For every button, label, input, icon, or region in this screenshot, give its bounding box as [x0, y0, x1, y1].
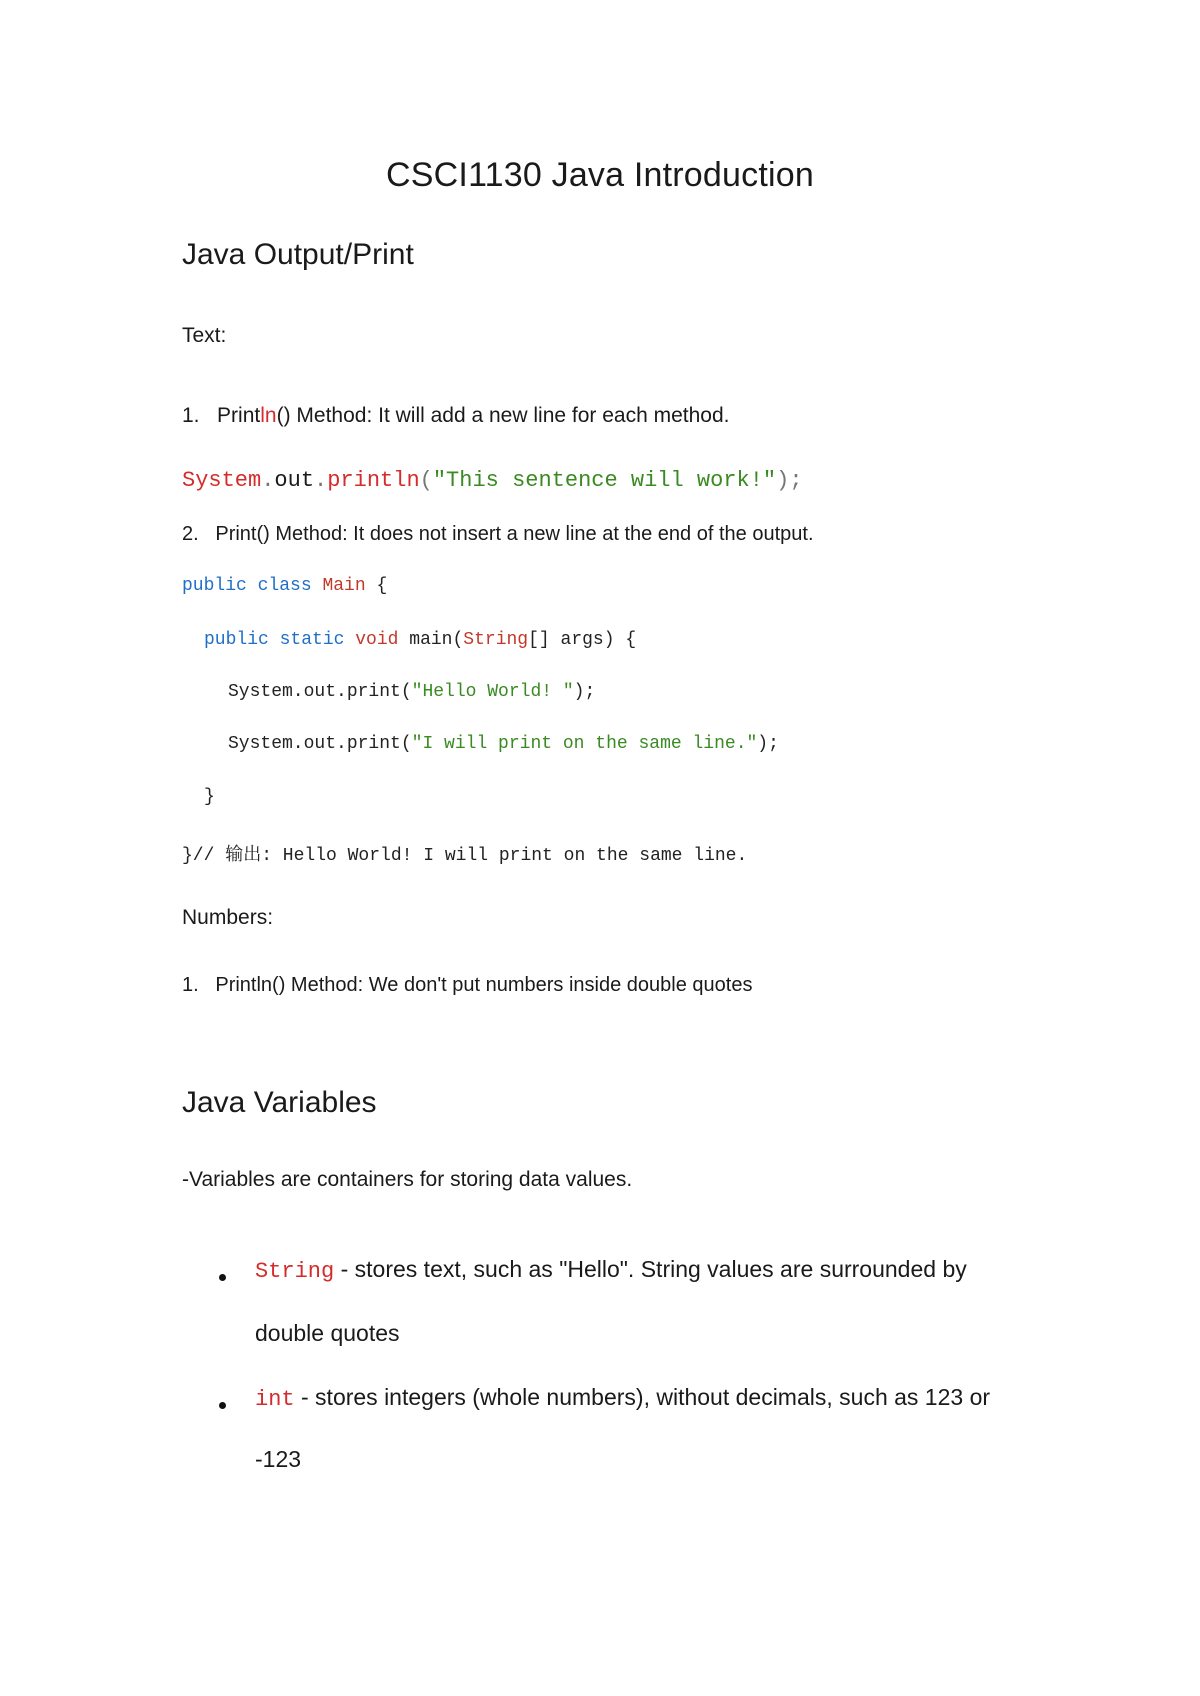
code-token: System.out.print(	[228, 734, 412, 754]
code-token: out	[274, 468, 315, 493]
variables-intro: -Variables are containers for storing data values.	[182, 1168, 633, 1191]
bullet-int-line-2: -123	[255, 1446, 302, 1472]
code-type: String	[255, 1259, 335, 1284]
bullet-int-line-1	[255, 1384, 990, 1412]
list-item-numbers	[182, 974, 752, 997]
bullet-text: - stores text, such as "Hello". String values are surrounded by	[334, 1256, 967, 1282]
code-token: .	[261, 468, 275, 493]
list-item-print	[182, 523, 814, 546]
code-line-6-output-comment: }// 输出: Hello World! I will print on the same line.	[182, 846, 748, 866]
bullet-icon	[219, 1402, 226, 1409]
code-token: println	[327, 468, 420, 493]
code-token: );	[757, 734, 779, 754]
page-title: CSCI1130 Java Introduction	[386, 156, 814, 194]
code-line-3	[228, 682, 595, 702]
code-token: [] args) {	[528, 630, 637, 650]
code-token: System	[182, 468, 262, 493]
bullet-text: - stores integers (whole numbers), without decimals, such as 123 or	[294, 1384, 991, 1410]
code-keyword: static	[279, 630, 345, 650]
code-token: {	[376, 576, 388, 596]
section-heading-variables: Java Variables	[182, 1086, 377, 1119]
numbers-label: Numbers:	[182, 906, 274, 929]
list-number: 1.	[182, 974, 199, 996]
code-keyword: public	[182, 576, 247, 596]
code-class-name: Main	[322, 576, 366, 596]
code-line-2	[204, 630, 636, 650]
list-item-println	[182, 404, 729, 428]
code-token: );	[776, 468, 803, 493]
bullet-string-line-1	[255, 1256, 967, 1284]
code-keyword: class	[257, 576, 312, 596]
section-heading-output: Java Output/Print	[182, 238, 414, 271]
method-prefix: Print	[217, 404, 261, 427]
text-label: Text:	[182, 324, 227, 347]
code-keyword: public	[204, 630, 269, 650]
list-text: Print() Method: It does not insert a new line at the end of the output.	[215, 523, 814, 545]
method-highlight: ln	[260, 404, 277, 427]
code-string: "Hello World! "	[411, 682, 574, 702]
code-type: int	[255, 1387, 295, 1412]
code-type: String	[463, 630, 529, 650]
code-line-1	[182, 576, 387, 596]
list-number: 2.	[182, 523, 199, 545]
bullet-icon	[219, 1274, 226, 1281]
method-description: () Method: It will add a new line for each method.	[276, 404, 730, 427]
code-string: "I will print on the same line."	[411, 734, 758, 754]
code-line-4	[228, 734, 779, 754]
code-println-example	[182, 468, 803, 493]
code-keyword: void	[355, 630, 399, 650]
list-text: Println() Method: We don't put numbers inside double quotes	[215, 974, 753, 996]
code-line-5: }	[204, 787, 215, 807]
bullet-string-line-2: double quotes	[255, 1320, 400, 1346]
code-token: main(	[409, 630, 464, 650]
code-token: (	[419, 468, 433, 493]
code-token: .	[314, 468, 328, 493]
code-token: );	[573, 682, 596, 702]
list-number: 1.	[182, 404, 200, 427]
code-token: System.out.print(	[228, 682, 412, 702]
code-string: "This sentence will work!"	[432, 468, 777, 493]
